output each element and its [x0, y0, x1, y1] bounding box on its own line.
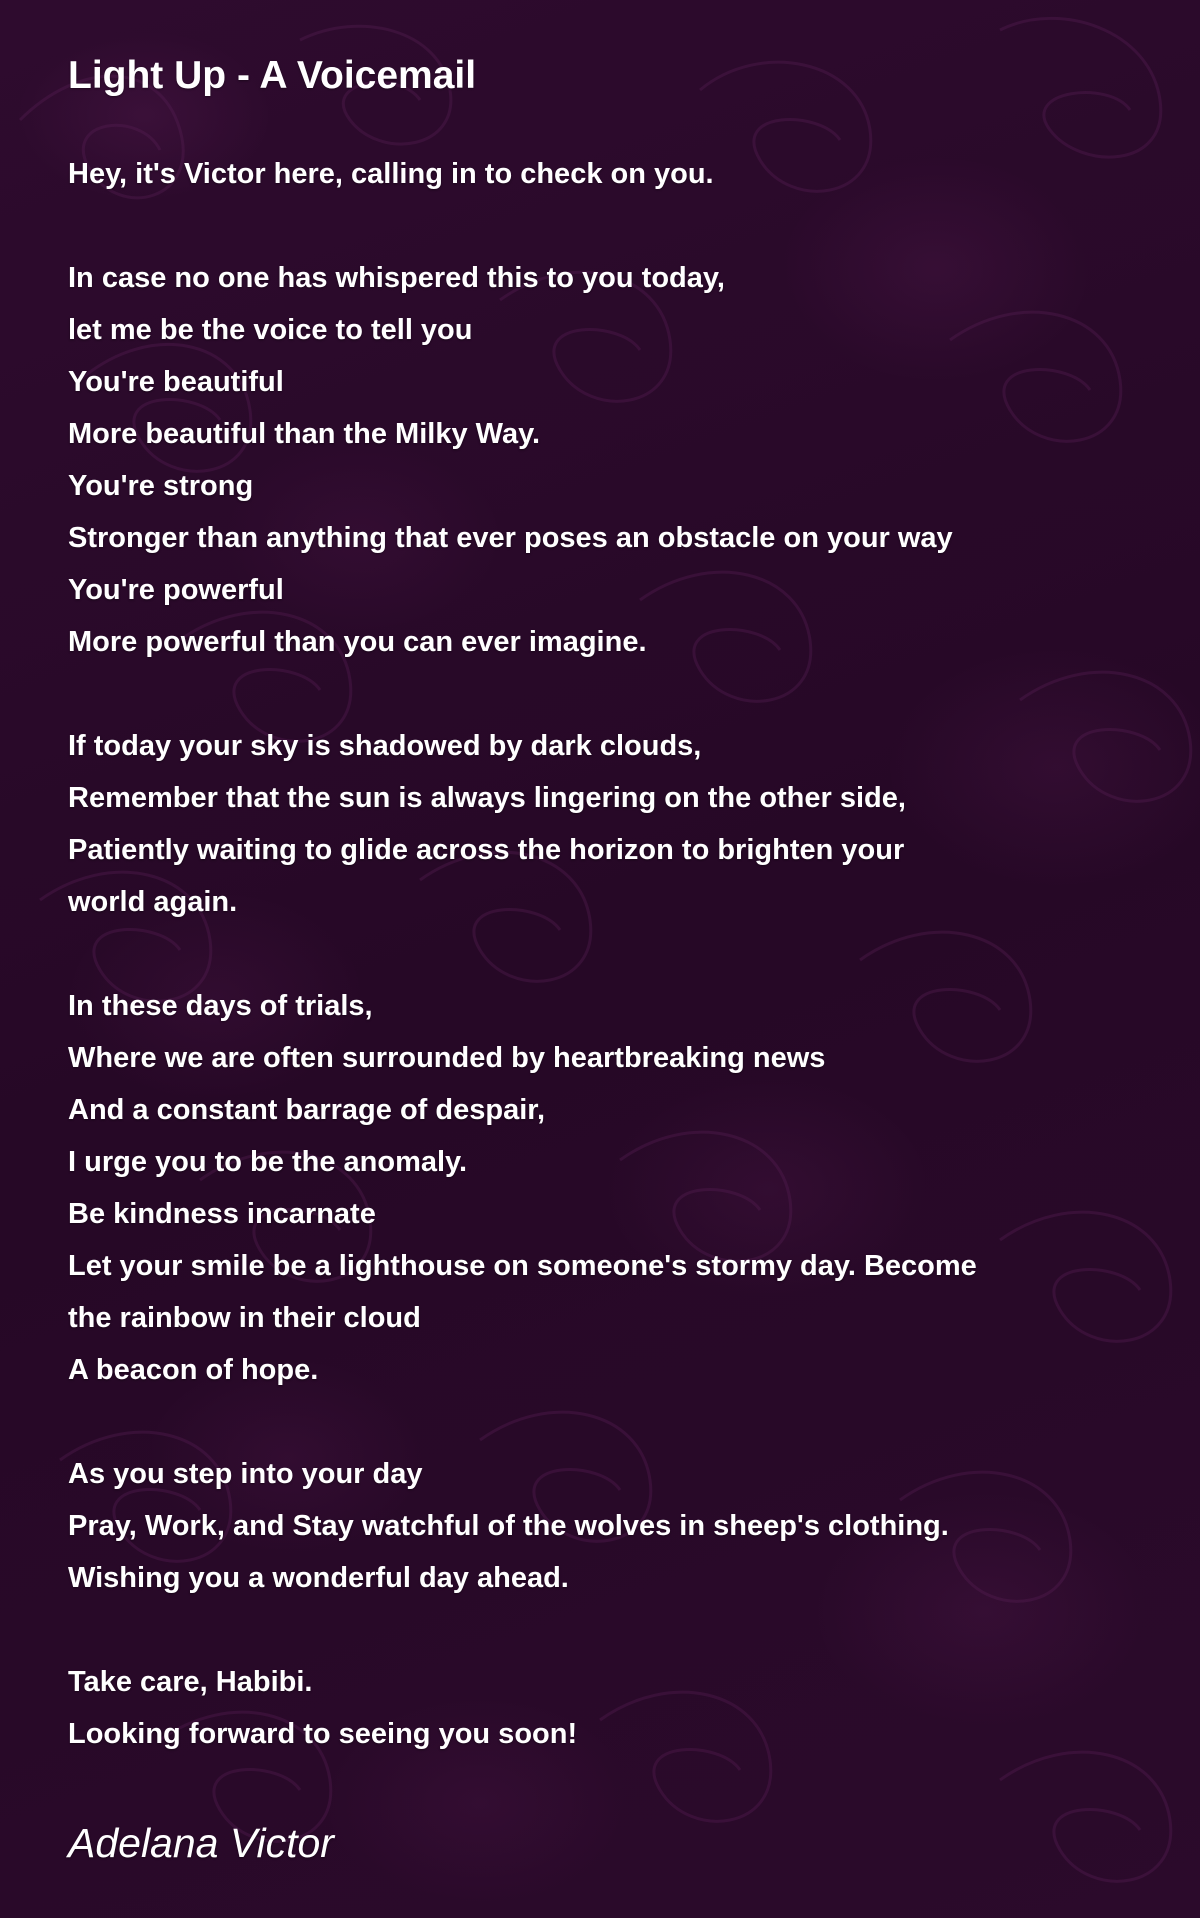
poem-author: Adelana Victor — [68, 1820, 334, 1866]
poem-line: Hey, it's Victor here, calling in to check on you. — [68, 158, 714, 190]
poem-line: You're strong — [68, 470, 254, 502]
poem-line: Stronger than anything that ever poses an obstacle on your way — [68, 522, 953, 554]
poem-line: world again. — [68, 886, 238, 918]
poem-line: You're beautiful — [68, 366, 284, 398]
stanza-break — [68, 668, 1158, 720]
poem-line: I urge you to be the anomaly. — [68, 1146, 468, 1178]
poem-line: You're powerful — [68, 574, 284, 606]
poem-line: As you step into your day — [68, 1458, 423, 1490]
poem-line: Remember that the sun is always lingering on the other side, — [68, 782, 906, 814]
poem-line: Pray, Work, and Stay watchful of the wolves in sheep's clothing. — [68, 1510, 949, 1542]
poem-line: let me be the voice to tell you — [68, 314, 473, 346]
poem-line: In case no one has whispered this to you today, — [68, 262, 725, 294]
poem-line: Looking forward to seeing you soon! — [68, 1718, 578, 1750]
poem-title: Light Up - A Voicemail — [68, 54, 477, 97]
poem-line: If today your sky is shadowed by dark clouds, — [68, 730, 702, 762]
poem-line: Let your smile be a lighthouse on someone's stormy day. Become — [68, 1250, 977, 1282]
poem-line: Where we are often surrounded by heartbreaking news — [68, 1042, 826, 1074]
poem-body — [68, 148, 1158, 1760]
poem-line: A beacon of hope. — [68, 1354, 319, 1386]
stanza-break — [68, 200, 1158, 252]
poem-line: In these days of trials, — [68, 990, 373, 1022]
poem-line: And a constant barrage of despair, — [68, 1094, 545, 1126]
poem-line: Take care, Habibi. — [68, 1666, 313, 1698]
poem-line: More beautiful than the Milky Way. — [68, 418, 541, 450]
poem-line: More powerful than you can ever imagine. — [68, 626, 647, 658]
stanza-break — [68, 1396, 1158, 1448]
stanza-break — [68, 1604, 1158, 1656]
poem-line: Be kindness incarnate — [68, 1198, 376, 1230]
poem-line: Wishing you a wonderful day ahead. — [68, 1562, 569, 1594]
poem-line: Patiently waiting to glide across the horizon to brighten your — [68, 834, 905, 866]
poem-line: the rainbow in their cloud — [68, 1302, 421, 1334]
stanza-break — [68, 928, 1158, 980]
